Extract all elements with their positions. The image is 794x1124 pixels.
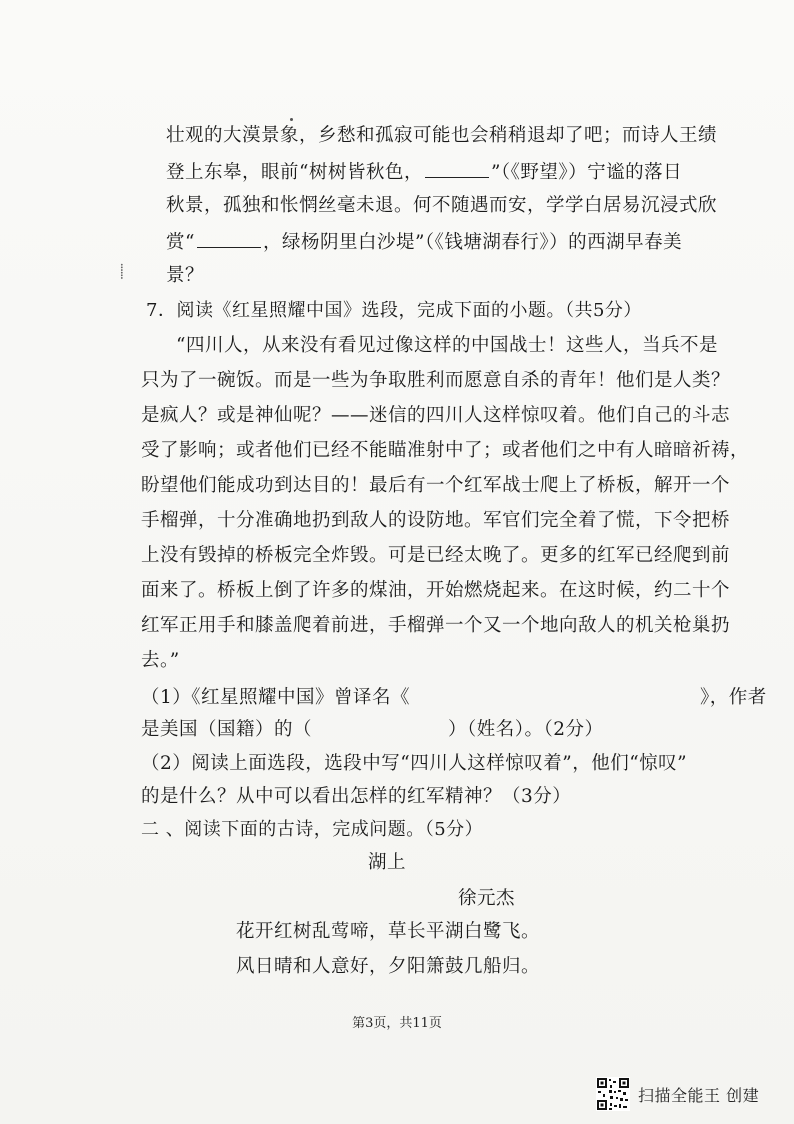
- section2-heading: 二 、阅读下面的古诗，完成问题。（5分）: [141, 819, 484, 840]
- q7-excerpt-line-6: 手榴弹，十分准确地扔到敌人的设防地。军官们完全着了慌，下令把桥: [141, 510, 731, 531]
- q7-excerpt-line-3: 是疯人？或是神仙呢？——迷信的四川人这样惊叹着。他们自己的斗志: [141, 405, 731, 426]
- poem-line-1: 花开红树乱莺啼，草长平湖白鹭飞。: [236, 921, 541, 942]
- qr-code-icon: [596, 1077, 630, 1111]
- passage-line-4-post: ，绿杨阴里白沙堤”（《钱塘湖春行》）的西湖早春美: [262, 232, 683, 253]
- q7-excerpt-line-9: 红军正用手和膝盖爬着前进，手榴弹一个又一个地向敌人的机关枪巢扔: [141, 615, 731, 636]
- passage-line-4-pre: 赏“: [166, 232, 195, 253]
- q7-sub1-line2-post: ）（姓名）。（2分）: [448, 719, 604, 740]
- q7-heading: 7．阅读《红星照耀中国》选段，完成下面的小题。（共5分）: [146, 300, 642, 321]
- scanner-watermark: [596, 1076, 759, 1112]
- q7-excerpt-line-4: 受了影响；或者他们已经不能瞄准射中了；或者他们之中有人暗暗祈祷，: [141, 440, 750, 461]
- q7-excerpt-line-8: 面来了。桥板上倒了许多的煤油，开始燃烧起来。在这时候，约二十个: [141, 580, 731, 601]
- q7-excerpt-line-10: 去。”: [141, 650, 180, 671]
- q7-sub1: [141, 686, 767, 710]
- passage-line-2-pre: 登上东皋，眼前“树树皆秋色，: [166, 162, 423, 183]
- q7-sub1-pre: （1）《红星照耀中国》曾译名《: [141, 687, 411, 708]
- q7-sub1-line2-pre: 是美国（国籍）的（: [141, 719, 313, 740]
- q7-sub2-line1: （2）阅读上面选段，选段中写“四川人这样惊叹着”，他们“惊叹”: [141, 753, 688, 774]
- scan-speck: [290, 118, 293, 121]
- q7-sub1-post: 》，作者: [700, 687, 767, 708]
- q7-excerpt-line-2: 只为了一碗饭。而是一些为争取胜利而愿意自杀的青年！他们是人类？: [141, 370, 731, 391]
- passage-line-4: [166, 229, 682, 255]
- passage-line-5: 景？: [166, 265, 205, 286]
- poem-line-2: 风日晴和人意好，夕阳箫鼓几船归。: [236, 956, 541, 977]
- q7-excerpt-line-7: 上没有毁掉的桥板完全炸毁。可是已经太晚了。更多的红军已经爬到前: [141, 545, 731, 566]
- watermark-text: 扫描全能王 创建: [638, 1085, 760, 1105]
- poem-title: 湖上: [368, 852, 407, 873]
- passage-line-3: 秋景，孤独和怅惘丝毫未退。何不随遇而安，学学白居易沉浸式欣: [166, 195, 718, 216]
- answer-blank[interactable]: [197, 229, 261, 248]
- q7-sub1-line2: [141, 718, 604, 742]
- q7-excerpt-line-1: “四川人，从来没有看见过像这样的中国战士！这些人，当兵不是: [176, 335, 718, 356]
- passage-line-2-post: ”（《野望》）宁谧的落日: [490, 162, 683, 183]
- passage-line-1: 壮观的大漠景象，乡愁和孤寂可能也会稍稍退却了吧；而诗人王绩: [166, 125, 718, 146]
- page-indicator: 第3页，共11页: [352, 1016, 442, 1031]
- passage-line-2: [166, 159, 682, 185]
- answer-blank[interactable]: [425, 159, 489, 178]
- poem-author: 徐元杰: [458, 888, 516, 909]
- q7-sub2-line2: 的是什么？从中可以看出怎样的红军精神？（3分）: [141, 786, 572, 807]
- q7-excerpt-line-5: 盼望他们能成功到达目的！最后有一个红军战士爬上了桥板，解开一个: [141, 475, 731, 496]
- margin-mark: ⸽: [120, 264, 124, 280]
